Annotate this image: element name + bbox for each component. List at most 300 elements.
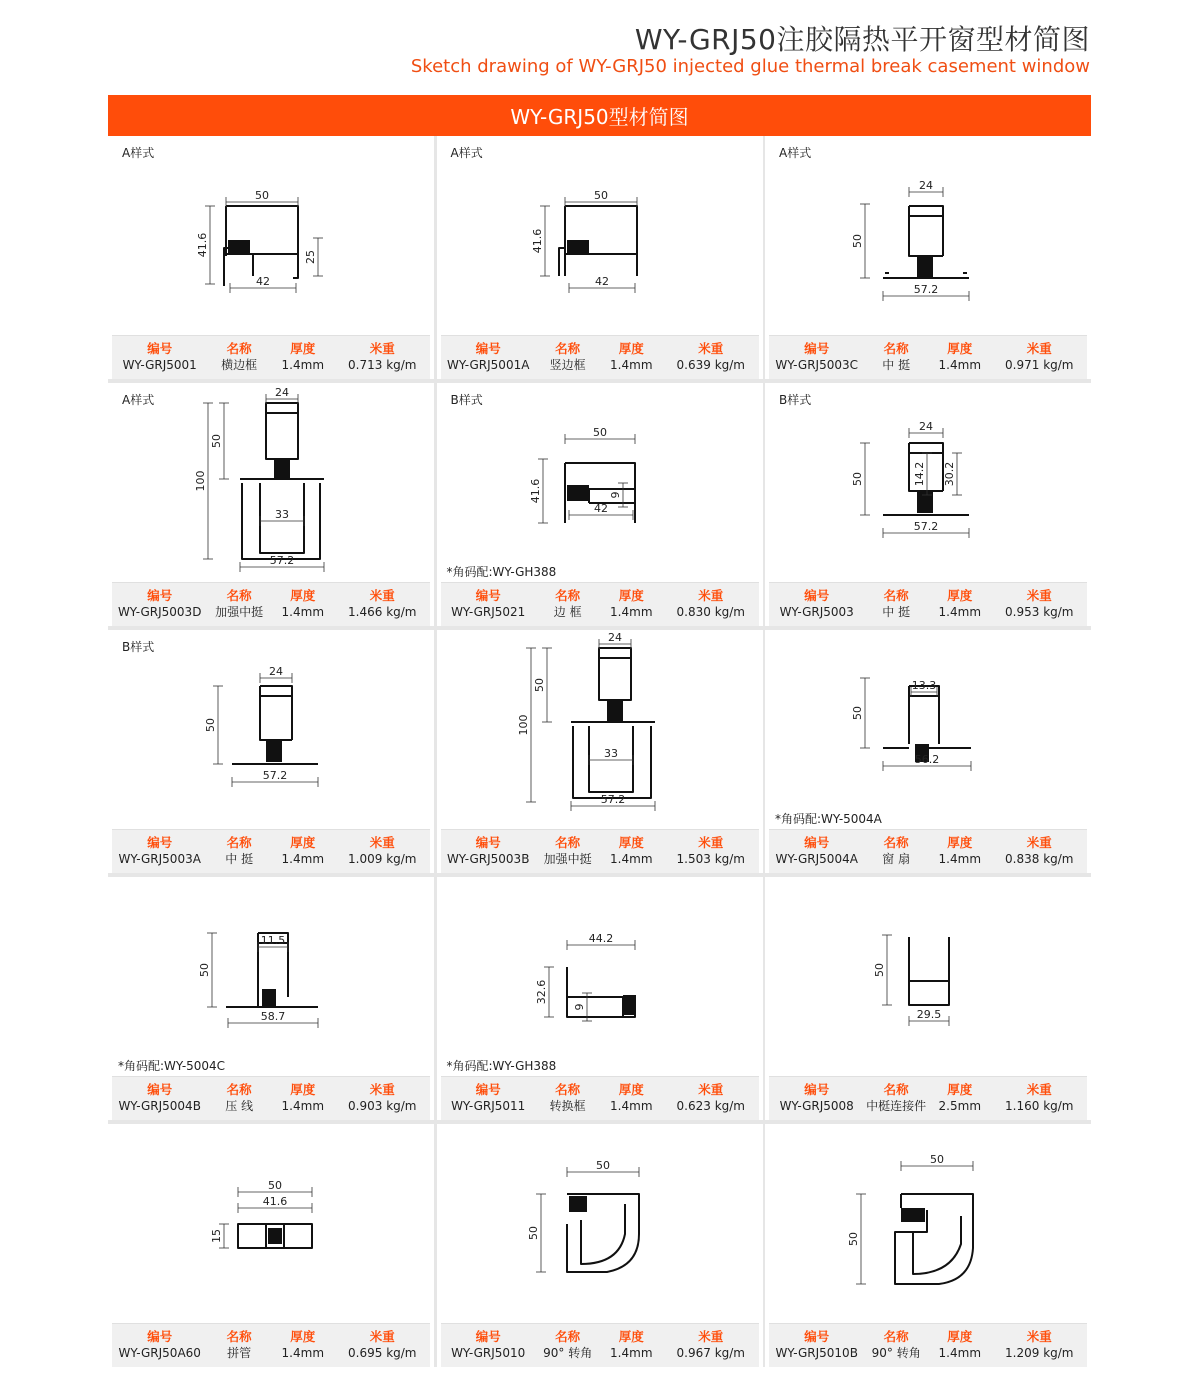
profile-card: [108, 877, 434, 1120]
spec-table: [112, 1076, 430, 1120]
spec-value: 1.4mm: [281, 852, 325, 866]
profile-outline: [599, 648, 631, 700]
thermal-strip: [917, 491, 933, 513]
profile-outline: [909, 206, 943, 256]
spec-label: 厚度: [618, 1082, 644, 1097]
spec-weight: [663, 336, 758, 379]
dimension-label: 29.5: [916, 1008, 942, 1021]
spec-label: 名称: [555, 588, 581, 603]
style-label: A样式: [779, 146, 812, 160]
spec-thickness: [271, 583, 335, 626]
profile-drawing: [108, 630, 434, 830]
spec-value: 0.639 kg/m: [676, 358, 745, 372]
profile-card: [108, 1124, 434, 1367]
spec-value: 0.967 kg/m: [676, 1346, 745, 1360]
spec-name: [864, 336, 928, 379]
spec-label: 编号: [475, 835, 501, 850]
spec-table: [769, 1076, 1087, 1120]
spec-name: [536, 830, 600, 873]
corner-key-note: *角码配:WY-GH388: [446, 1059, 557, 1073]
profile-drawing: [437, 1124, 763, 1324]
dimension-label: 100: [194, 470, 207, 492]
spec-thickness: [928, 583, 992, 626]
spec-label: 名称: [226, 835, 252, 850]
spec-code: [112, 336, 207, 379]
spec-value: WY-GRJ5004A: [775, 852, 858, 866]
spec-code: [112, 1324, 207, 1367]
spec-table: [441, 582, 759, 626]
spec-value: 0.903 kg/m: [348, 1099, 417, 1113]
spec-label: 名称: [883, 588, 909, 603]
spec-value: 1.503 kg/m: [676, 852, 745, 866]
dimension-label: 57.2: [913, 283, 939, 296]
spec-thickness: [599, 830, 663, 873]
dimension-label: 50: [198, 963, 211, 977]
spec-thickness: [599, 583, 663, 626]
dimension-label: 9: [572, 1003, 586, 1011]
spec-table: [112, 1323, 430, 1367]
spec-value: 1.4mm: [938, 358, 982, 372]
spec-value: 中 挺: [225, 852, 254, 866]
spec-thickness: [928, 1324, 992, 1367]
spec-code: [441, 1077, 536, 1120]
spec-label: 名称: [555, 835, 581, 850]
spec-label: 米重: [698, 1082, 724, 1097]
spec-value: WY-GRJ5003: [779, 605, 854, 619]
spec-value: 0.713 kg/m: [348, 358, 417, 372]
spec-value: 2.5mm: [938, 1099, 982, 1113]
spec-label: 编号: [147, 588, 173, 603]
spec-label: 名称: [883, 341, 909, 356]
spec-table: [112, 582, 430, 626]
spec-value: 90° 转角: [543, 1346, 593, 1360]
spec-code: [441, 1324, 536, 1367]
spec-label: 编号: [475, 1082, 501, 1097]
spec-label: 厚度: [290, 835, 316, 850]
spec-thickness: [928, 336, 992, 379]
spec-label: 厚度: [618, 1329, 644, 1344]
dimension-label: 50: [210, 434, 223, 448]
spec-label: 米重: [1026, 835, 1052, 850]
thermal-strip: [228, 240, 250, 254]
dimension-label: 50: [930, 1153, 944, 1166]
corner-key-note: *角码配:WY-GH388: [446, 565, 557, 579]
dimension-label: 42: [594, 275, 609, 288]
spec-table: [112, 829, 430, 873]
dimension-label: 24: [919, 179, 933, 192]
dimension-label: 25: [304, 250, 317, 264]
spec-code: [769, 1324, 864, 1367]
profile-card: [437, 136, 763, 379]
style-label: A样式: [122, 393, 155, 407]
profile-card: [765, 630, 1091, 873]
spec-value: 0.953 kg/m: [1005, 605, 1074, 619]
dimension-label: 57.2: [262, 769, 288, 782]
spec-label: 厚度: [290, 588, 316, 603]
spec-label: 编号: [804, 1329, 830, 1344]
dimension-label: 50: [592, 426, 607, 439]
profile-drawing: [108, 1124, 434, 1324]
spec-code: [769, 336, 864, 379]
spec-label: 名称: [226, 588, 252, 603]
spec-label: 编号: [475, 588, 501, 603]
dimension-label: 33: [275, 508, 289, 521]
spec-weight: [992, 830, 1087, 873]
spec-name: [536, 336, 600, 379]
spec-label: 名称: [226, 1082, 252, 1097]
spec-value: 90° 转角: [871, 1346, 921, 1360]
spec-name: [207, 336, 271, 379]
spec-value: 1.4mm: [610, 358, 653, 372]
spec-value: 1.209 kg/m: [1005, 1346, 1074, 1360]
spec-value: WY-GRJ5010: [451, 1346, 526, 1360]
spec-label: 编号: [804, 341, 830, 356]
spec-weight: [335, 1077, 430, 1120]
dimension-label: 41.6: [262, 1195, 288, 1208]
spec-value: 中 挺: [882, 358, 911, 372]
spec-value: WY-GRJ5003C: [775, 358, 859, 372]
style-label: B样式: [779, 393, 812, 407]
spec-value: 加强中挺: [215, 605, 264, 619]
spec-value: 0.623 kg/m: [676, 1099, 745, 1113]
spec-value: WY-GRJ5001: [122, 358, 197, 372]
spec-value: 1.466 kg/m: [348, 605, 417, 619]
profile-drawing: [108, 877, 434, 1077]
spec-label: 米重: [698, 1329, 724, 1344]
banner-title: WY-GRJ50型材简图: [510, 105, 689, 129]
spec-label: 编号: [147, 1082, 173, 1097]
profile-card: [108, 383, 434, 626]
spec-name: [864, 583, 928, 626]
spec-label: 厚度: [947, 835, 973, 850]
profile-drawing: [108, 383, 434, 583]
profile-drawing: [765, 877, 1091, 1077]
spec-weight: [663, 830, 758, 873]
spec-name: [536, 583, 600, 626]
spec-code: [769, 1077, 864, 1120]
page-title: WY-GRJ50注胶隔热平开窗型材简图: [634, 23, 1090, 56]
profile-drawing: [765, 630, 1091, 830]
spec-value: 1.160 kg/m: [1005, 1099, 1074, 1113]
spec-label: 厚度: [947, 341, 973, 356]
spec-label: 编号: [804, 588, 830, 603]
spec-value: 0.971 kg/m: [1005, 358, 1074, 372]
dimension-label: 24: [269, 665, 283, 678]
spec-value: 竖边框: [549, 358, 586, 372]
spec-value: WY-GRJ5011: [451, 1099, 526, 1113]
dimension-label: 50: [255, 189, 269, 202]
spec-label: 米重: [698, 588, 724, 603]
dimension-label: 14.2: [913, 461, 926, 487]
profile-drawing: [437, 630, 763, 830]
dimension-label: 50: [593, 189, 608, 202]
spec-value: 1.4mm: [281, 1346, 325, 1360]
spec-label: 编号: [147, 341, 173, 356]
profile-card: [108, 136, 434, 379]
spec-value: WY-GRJ50A60: [118, 1346, 201, 1360]
spec-value: WY-GRJ5001A: [446, 358, 530, 372]
spec-weight: [992, 336, 1087, 379]
spec-code: [441, 583, 536, 626]
dimension-label: 30.2: [943, 461, 956, 487]
dimension-label: 33: [603, 747, 618, 760]
dimension-label: 50: [873, 963, 886, 977]
spec-table: [769, 829, 1087, 873]
dimension-label: 58.7: [260, 1010, 286, 1023]
dimension-label: 50: [526, 1226, 540, 1240]
thermal-strip: [567, 485, 589, 501]
profile-card: [108, 630, 434, 873]
dimension-label: 9: [608, 491, 622, 499]
profile-drawing: [437, 383, 763, 583]
spec-weight: [992, 1324, 1087, 1367]
dimension-label: 57.2: [913, 520, 939, 533]
spec-name: [864, 830, 928, 873]
dimension-label: 41.6: [528, 478, 542, 504]
dimension-label: 50: [851, 706, 864, 720]
dimension-label: 100: [516, 714, 530, 736]
spec-code: [112, 1077, 207, 1120]
spec-weight: [335, 583, 430, 626]
thermal-strip: [607, 700, 623, 722]
spec-table: [112, 335, 430, 379]
spec-label: 厚度: [290, 1082, 316, 1097]
spec-value: 1.4mm: [610, 605, 653, 619]
spec-code: [441, 336, 536, 379]
spec-label: 米重: [369, 588, 395, 603]
spec-value: 横边框: [221, 358, 258, 372]
spec-code: [769, 830, 864, 873]
dimension-label: 50: [847, 1232, 860, 1246]
spec-value: 窗 扇: [882, 852, 911, 866]
spec-name: [207, 583, 271, 626]
dimension-label: 24: [275, 386, 289, 399]
spec-label: 名称: [883, 835, 909, 850]
spec-label: 厚度: [947, 1082, 973, 1097]
dimension-label: 50: [532, 678, 546, 692]
spec-table: [769, 582, 1087, 626]
spec-weight: [663, 1324, 758, 1367]
spec-name: [207, 830, 271, 873]
spec-label: 米重: [1026, 1329, 1052, 1344]
spec-table: [441, 335, 759, 379]
spec-label: 厚度: [618, 835, 644, 850]
dimension-label: 11.5: [260, 934, 286, 947]
spec-label: 编号: [147, 835, 173, 850]
spec-value: WY-GRJ5010B: [775, 1346, 858, 1360]
spec-value: 中梃连接件: [866, 1099, 927, 1113]
thermal-strip: [917, 256, 933, 278]
spec-value: WY-GRJ5003A: [118, 852, 201, 866]
spec-label: 名称: [226, 341, 252, 356]
spec-code: [112, 830, 207, 873]
spec-value: 加强中挺: [543, 852, 592, 866]
spec-thickness: [271, 1324, 335, 1367]
spec-thickness: [928, 1077, 992, 1120]
spec-table: [769, 335, 1087, 379]
spec-value: 1.4mm: [610, 1346, 653, 1360]
spec-label: 名称: [226, 1329, 252, 1344]
profile-drawing: [765, 136, 1091, 336]
profile-grid: [108, 136, 1091, 1367]
spec-label: 米重: [369, 341, 395, 356]
spec-label: 名称: [555, 1329, 581, 1344]
dimension-label: 57.2: [600, 793, 625, 806]
profile-card: [765, 1124, 1091, 1367]
spec-label: 编号: [475, 1329, 501, 1344]
spec-value: WY-GRJ5003B: [446, 852, 530, 866]
dimension-label: 57.2: [269, 554, 295, 567]
profile-outline: [266, 403, 298, 459]
profile-card: [437, 1124, 763, 1367]
dimension-label: 24: [919, 420, 933, 433]
corner-key-note: *角码配:WY-5004A: [775, 812, 882, 826]
profile-drawing: [765, 1124, 1091, 1324]
dimension-label: 50: [851, 234, 864, 248]
profile-drawing: [437, 877, 763, 1077]
spec-value: 0.830 kg/m: [676, 605, 745, 619]
spec-thickness: [271, 336, 335, 379]
spec-thickness: [599, 1077, 663, 1120]
spec-label: 米重: [1026, 1082, 1052, 1097]
spec-label: 米重: [369, 1329, 395, 1344]
spec-label: 名称: [883, 1329, 909, 1344]
spec-value: 1.4mm: [281, 605, 325, 619]
dimension-label: 41.6: [196, 232, 209, 258]
spec-thickness: [928, 830, 992, 873]
spec-value: 1.4mm: [938, 605, 982, 619]
spec-label: 厚度: [290, 1329, 316, 1344]
spec-code: [441, 830, 536, 873]
spec-label: 厚度: [618, 588, 644, 603]
thermal-strip: [623, 995, 635, 1015]
profile-card: [437, 877, 763, 1120]
spec-table: [441, 1076, 759, 1120]
profile-card: [765, 136, 1091, 379]
spec-label: 米重: [369, 1082, 395, 1097]
spec-value: 1.4mm: [610, 1099, 653, 1113]
thermal-strip: [262, 989, 276, 1007]
profile-outline: [909, 686, 939, 744]
dimension-label: 42: [593, 502, 608, 515]
spec-value: 1.4mm: [938, 1346, 982, 1360]
spec-name: [536, 1324, 600, 1367]
spec-label: 编号: [804, 835, 830, 850]
spec-value: 0.838 kg/m: [1005, 852, 1074, 866]
dimension-label: 50: [595, 1159, 610, 1172]
dimension-label: 42: [256, 275, 270, 288]
spec-name: [864, 1077, 928, 1120]
thermal-strip: [268, 1228, 282, 1244]
spec-weight: [663, 583, 758, 626]
spec-value: 中 挺: [882, 605, 911, 619]
spec-label: 名称: [555, 1082, 581, 1097]
corner-key-note: *角码配:WY-5004C: [118, 1059, 226, 1073]
spec-label: 米重: [698, 835, 724, 850]
spec-value: WY-GRJ5021: [451, 605, 526, 619]
spec-value: WY-GRJ5004B: [118, 1099, 201, 1113]
spec-table: [441, 1323, 759, 1367]
spec-value: 1.4mm: [281, 358, 325, 372]
spec-label: 厚度: [290, 341, 316, 356]
dimension-label: 32.6: [534, 979, 548, 1005]
dimension-label: 50: [204, 718, 217, 732]
spec-code: [112, 583, 207, 626]
dimension-label: 24: [607, 631, 622, 644]
section-banner: [108, 95, 1091, 136]
dimension-label: 13.3: [911, 679, 937, 692]
spec-value: 拼管: [227, 1346, 252, 1360]
spec-name: [536, 1077, 600, 1120]
profile-drawing: [108, 136, 434, 336]
dimension-label: 44.2: [588, 932, 613, 945]
dimension-label: 56.2: [914, 753, 940, 766]
spec-thickness: [599, 1324, 663, 1367]
spec-label: 名称: [883, 1082, 909, 1097]
thermal-strip: [266, 740, 282, 762]
thermal-strip: [569, 1196, 587, 1212]
spec-label: 厚度: [947, 588, 973, 603]
spec-value: 1.4mm: [610, 852, 653, 866]
spec-thickness: [599, 336, 663, 379]
thermal-strip: [901, 1208, 925, 1222]
spec-name: [207, 1324, 271, 1367]
profile-card: [437, 383, 763, 626]
spec-weight: [335, 1324, 430, 1367]
profile-drawing: [437, 136, 763, 336]
thermal-strip: [274, 459, 290, 479]
spec-value: 转换框: [549, 1099, 586, 1113]
style-label: B样式: [122, 640, 155, 654]
spec-value: WY-GRJ5003D: [117, 605, 202, 619]
spec-name: [864, 1324, 928, 1367]
spec-label: 编号: [804, 1082, 830, 1097]
spec-value: 边 框: [553, 605, 582, 619]
spec-label: 厚度: [618, 341, 644, 356]
spec-thickness: [271, 830, 335, 873]
spec-weight: [335, 830, 430, 873]
spec-label: 编号: [147, 1329, 173, 1344]
spec-value: 0.695 kg/m: [348, 1346, 417, 1360]
profile-card: [437, 630, 763, 873]
spec-label: 米重: [1026, 341, 1052, 356]
spec-value: WY-GRJ5008: [779, 1099, 854, 1113]
profile-drawing: [765, 383, 1091, 583]
style-label: A样式: [122, 146, 155, 160]
spec-label: 编号: [475, 341, 501, 356]
spec-label: 米重: [698, 341, 724, 356]
spec-label: 名称: [555, 341, 581, 356]
spec-value: 1.4mm: [938, 852, 982, 866]
spec-table: [769, 1323, 1087, 1367]
spec-value: 压 线: [225, 1099, 254, 1113]
spec-label: 厚度: [947, 1329, 973, 1344]
spec-thickness: [271, 1077, 335, 1120]
thermal-strip: [567, 240, 589, 254]
profile-card: [765, 383, 1091, 626]
dimension-label: 50: [268, 1179, 282, 1192]
page-subtitle: Sketch drawing of WY-GRJ50 injected glue thermal break casement window: [410, 56, 1090, 77]
profile-outline: [895, 1194, 973, 1284]
spec-weight: [663, 1077, 758, 1120]
spec-label: 米重: [1026, 588, 1052, 603]
profile-outline: [260, 686, 292, 740]
profile-outline: [909, 937, 949, 1005]
style-label: A样式: [450, 146, 483, 160]
dimension-label: 41.6: [530, 228, 544, 254]
spec-label: 米重: [369, 835, 395, 850]
spec-code: [769, 583, 864, 626]
